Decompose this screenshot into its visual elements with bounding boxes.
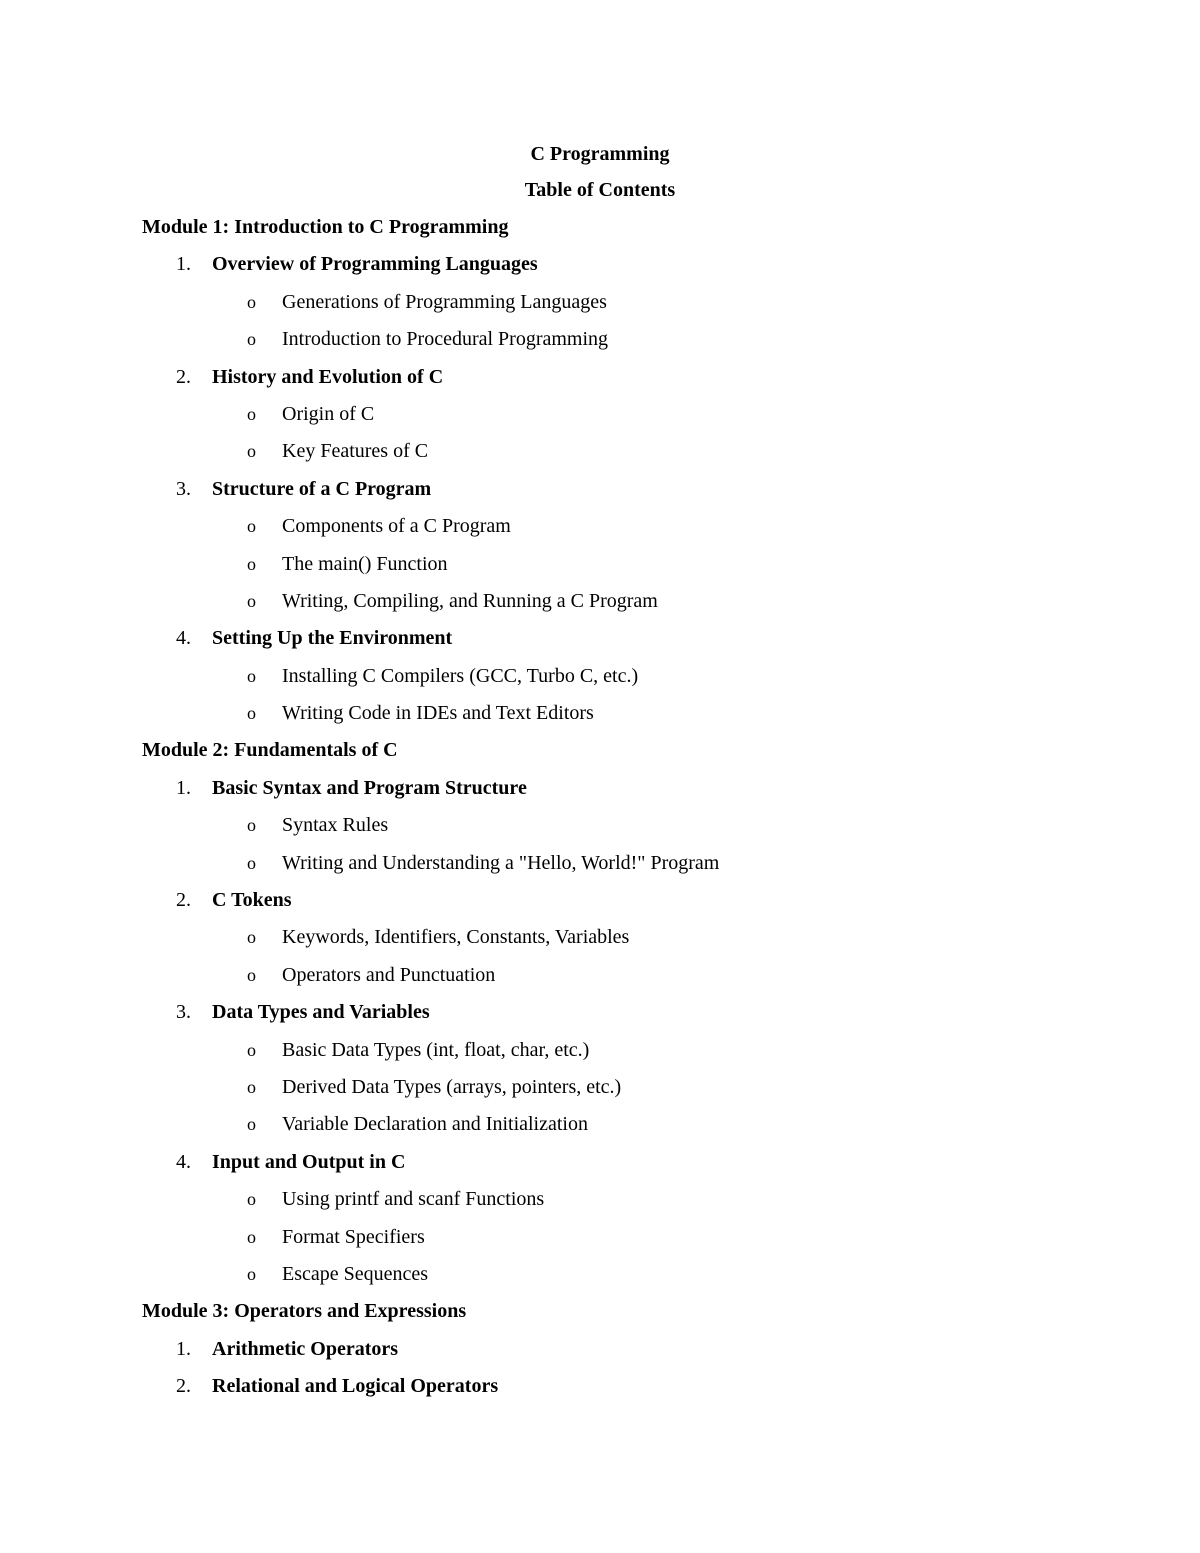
topic-title: Setting Up the Environment [212,627,453,650]
list-item-text: Operators and Punctuation [282,963,496,986]
list-item-text: Writing and Understanding a "Hello, World!" Program [282,851,720,874]
bullet-icon: o [247,1263,256,1284]
list-item-text: Keywords, Identifiers, Constants, Variables [282,926,630,949]
topic-entry [142,365,1142,402]
module-heading: Module 3: Operators and Expressions [142,1300,467,1323]
topic-entry [142,1150,1142,1187]
bullet-icon: o [247,516,256,537]
list-item [142,851,1142,888]
topic-entry [142,626,1142,663]
list-item-text: Origin of C [282,402,375,425]
bullet-icon: o [247,1076,256,1097]
topic-entry [142,1374,1142,1411]
bullet-icon: o [247,1039,256,1060]
bullet-icon: o [247,927,256,948]
list-item [142,552,1142,589]
topic-number: 2. [176,365,191,388]
module-heading: Module 1: Introduction to C Programming [142,216,509,238]
document-title: C Programming [530,143,670,165]
topic-entry [142,252,1142,289]
topic-title: History and Evolution of C [212,365,444,388]
list-item [142,1112,1142,1149]
bullet-icon: o [247,1226,256,1247]
module-heading: Module 2: Fundamentals of C [142,739,398,762]
list-item-text: Format Specifiers [282,1225,425,1248]
bullet-icon: o [247,815,256,836]
list-item [142,514,1142,551]
list-item [142,701,1142,738]
list-item [142,925,1142,962]
bullet-icon: o [247,703,256,724]
list-item [142,1262,1142,1299]
topic-title: Data Types and Variables [212,1001,430,1024]
list-item-text: The main() Function [282,552,448,575]
topic-number: 1. [176,1337,191,1360]
topic-title: Arithmetic Operators [212,1337,399,1360]
topic-entry [142,477,1142,514]
list-item-text: Key Features of C [282,440,429,463]
bullet-icon: o [247,964,256,985]
topic-number: 1. [176,776,191,799]
bullet-icon: o [247,1189,256,1210]
topic-number: 2. [176,889,191,912]
bullet-icon: o [247,1114,256,1135]
list-item-text: Derived Data Types (arrays, pointers, etc.) [282,1075,622,1098]
bullet-icon: o [247,590,256,611]
topic-number: 4. [176,627,191,650]
topic-title: Input and Output in C [212,1150,406,1173]
bullet-icon: o [247,852,256,873]
bullet-icon: o [247,291,256,312]
list-item-text: Escape Sequences [282,1262,429,1285]
bullet-icon: o [247,329,256,350]
table-of-contents [142,215,1142,1412]
list-item [142,1187,1142,1224]
topic-title: Overview of Programming Languages [212,253,538,276]
topic-entry [142,776,1142,813]
list-item [142,1038,1142,1075]
list-item [142,589,1142,626]
list-item-text: Introduction to Procedural Programming [282,328,609,351]
list-item [142,664,1142,701]
bullet-icon: o [247,553,256,574]
topic-number: 3. [176,477,191,500]
topic-title: C Tokens [212,889,292,912]
topic-number: 4. [176,1150,191,1173]
bullet-icon: o [247,403,256,424]
list-item [142,439,1142,476]
list-item-text: Using printf and scanf Functions [282,1188,545,1211]
list-item [142,290,1142,327]
topic-number: 3. [176,1001,191,1024]
list-item [142,813,1142,850]
list-item-text: Writing Code in IDEs and Text Editors [282,702,594,725]
topic-number: 1. [176,253,191,276]
list-item [142,1225,1142,1262]
list-item-text: Generations of Programming Languages [282,290,607,313]
topic-title: Relational and Logical Operators [212,1375,499,1398]
list-item [142,963,1142,1000]
topic-entry [142,1337,1142,1374]
list-item-text: Syntax Rules [282,814,389,837]
list-item [142,1075,1142,1112]
topic-entry [142,1000,1142,1037]
list-item [142,402,1142,439]
toc-heading: Table of Contents [524,179,676,201]
topic-entry [142,888,1142,925]
bullet-icon: o [247,441,256,462]
list-item-text: Components of a C Program [282,515,511,538]
list-item-text: Variable Declaration and Initialization [282,1113,588,1136]
list-item-text: Installing C Compilers (GCC, Turbo C, etc.) [282,664,639,687]
topic-title: Structure of a C Program [212,477,432,500]
topic-title: Basic Syntax and Program Structure [212,776,527,799]
list-item-text: Writing, Compiling, and Running a C Program [282,589,658,612]
bullet-icon: o [247,665,256,686]
list-item [142,327,1142,364]
topic-number: 2. [176,1375,191,1398]
list-item-text: Basic Data Types (int, float, char, etc.) [282,1038,590,1061]
